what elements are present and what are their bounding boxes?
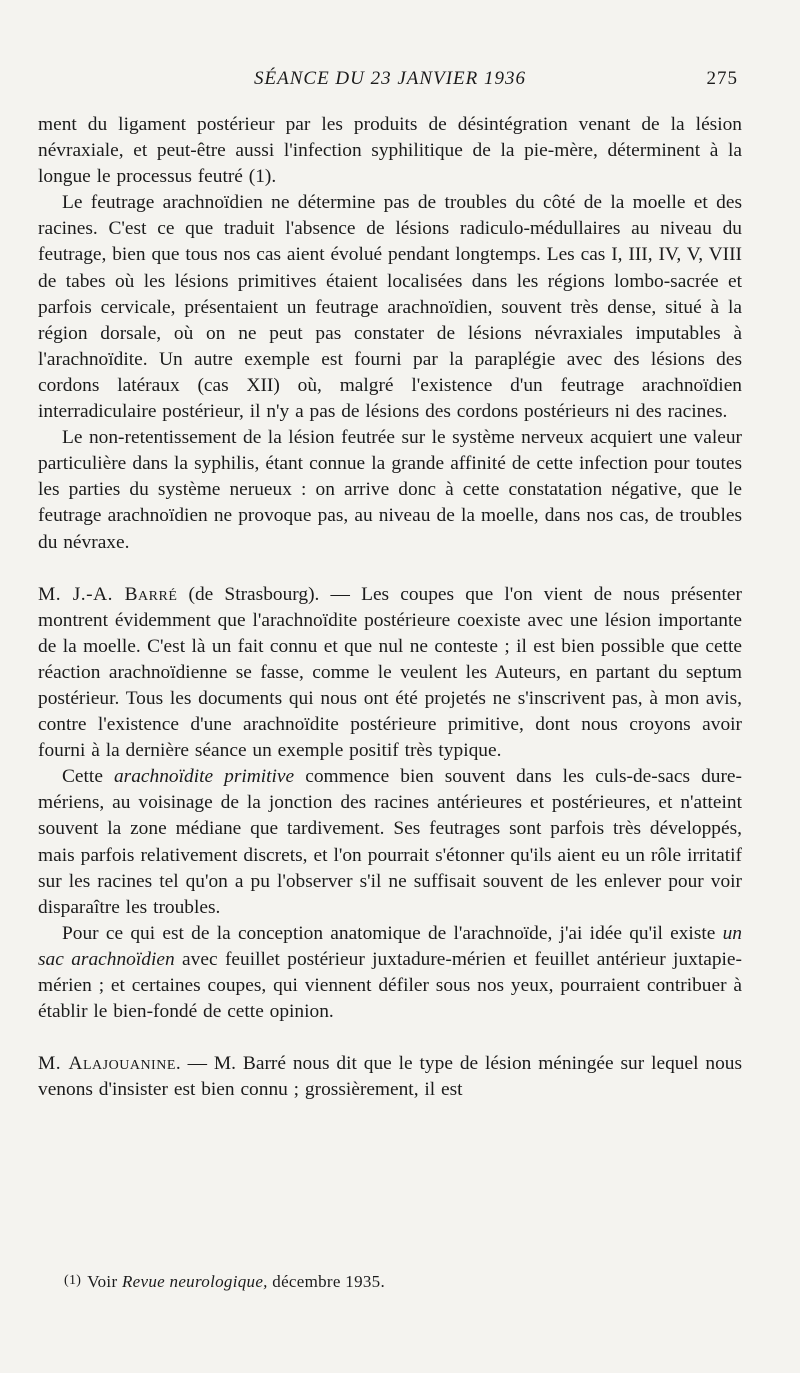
paragraph-6 — [38, 921, 742, 1025]
speaker-name-alajouanine: Alajouanine — [68, 1053, 176, 1075]
paragraph-barre-intervention — [38, 582, 742, 765]
paragraph-2: Le feutrage arachnoïdien ne détermine pas de troubles du côté de la moelle et des racines. C'est ce que traduit l'absence de lésions radiculo-médullaires au niveau du feutrage, bien que tous nos cas aient évolué pendant longtemps. Les cas I, III, IV, V, VIII de tabes où les lésions primitives étaient localisées dans les régions lombo-sacrée et parfois cervicale, présentaient un feutrage arachnoïdien, souvent très dense, situé à la région dorsale, où on ne peut pas constater de lésions névraxiales imputables à l'arachnoïdite. Un autre exemple est fourni par la paraplégie avec des lésions des cordons latéraux (cas XII) où, malgré l'existence d'un feutrage arachnoïdien interradiculaire postérieur, il n'y a pas de lésions des cordons postérieurs ni des racines. — [38, 192, 742, 423]
paragraph-3: Le non-retentissement de la lésion feutrée sur le système nerveux acquiert une valeur particulière dans la syphilis, étant connue la grande affinité de cette infection pour toutes les parties du système nerueux : on arrive donc à cette constatation négative, que le feutrage arachnoïdien ne provoque pas, au niveau de la moelle, dans nos cas, de troubles du névraxe. — [38, 427, 742, 553]
page-number: 275 — [706, 68, 738, 89]
paragraph-alajouanine-intervention — [38, 1051, 742, 1103]
running-title: SÉANCE DU 23 JANVIER 1936 — [254, 68, 526, 89]
speaker-prefix: M. J.-A. — [38, 583, 125, 605]
footnote-journal: Revue neurologique, — [121, 1272, 268, 1291]
speaker-name-barre: Barré — [124, 583, 178, 605]
speaker-suffix: (de Strasbourg). — — [177, 583, 362, 605]
paragraph-1: ment du ligament postérieur par les produits de désintégration venant de la lésion névraxiale, et peut-être aussi l'infection syphilitique de la pie-mère, déterminent à la longue le processus feutré (1). — [38, 114, 742, 188]
running-header — [38, 68, 742, 98]
paragraph-7-text: M. Barré nous dit que le type de lésion méningée sur lequel nous venons d'insister est bien connu ; grossièrement, il est — [38, 1053, 743, 1101]
paragraph-6-after: avec feuillet postérieur juxtadure-mérien et feuillet antérieur juxtapie-mérien ; et certaines coupes, qui viennent défiler sous nos yeux, pourraient contribuer à établir le bien-fondé de cette opinion. — [38, 948, 742, 1023]
page — [38, 68, 742, 1103]
paragraph-6-italic: un sac arachnoïdien — [38, 922, 742, 970]
paragraph-6-before: Pour ce qui est de la conception anatomique de l'arachnoïde, j'ai idée qu'il existe — [62, 922, 723, 944]
speaker-prefix-2: M. — [38, 1053, 69, 1075]
article-body — [38, 112, 742, 1103]
paragraph-5-before: Cette — [62, 766, 114, 788]
footnote — [64, 1272, 385, 1292]
paragraph-5 — [38, 764, 742, 921]
footnote-after: décembre 1935. — [267, 1272, 386, 1291]
footnote-before: Voir — [87, 1272, 122, 1291]
footnote-marker: (1) — [64, 1273, 82, 1288]
paragraph-5-after: commence bien souvent dans les culs-de-sacs dure-mériens, au voisinage de la jonction des racines antérieures et postérieures, et n'atteint souvent la zone médiane que tardivement. Ses feutrages sont parfois très développés, mais parfois relativement discrets, et l'on pourrait s'étonner qu'ils aient eu un rôle irritatif sur les racines tel qu'on a pu l'observer s'il ne suffisait souvent de les enlever pour voir disparaître les troubles. — [38, 766, 742, 918]
paragraph-4-text: Les coupes que l'on vient de nous présenter montrent évidemment que l'arachnoïdite postérieure coexiste avec une lésion importante de la moelle. C'est là un fait connu et que nul ne conteste ; il est bien possible que cette réaction arachnoïdienne se fasse, comme le veulent les Auteurs, en partant du septum postérieur. Tous les documents qui nous ont été projetés ne s'inscrivent pas, à mon avis, contre l'existence d'une arachnoïdite postérieure primitive, dont nous croyons avoir fourni à la dernière séance un exemple positif très typique. — [38, 583, 742, 762]
paragraph-5-italic: arachnoïdite primitive — [113, 766, 295, 788]
speaker-suffix-2: . — — [175, 1053, 214, 1075]
